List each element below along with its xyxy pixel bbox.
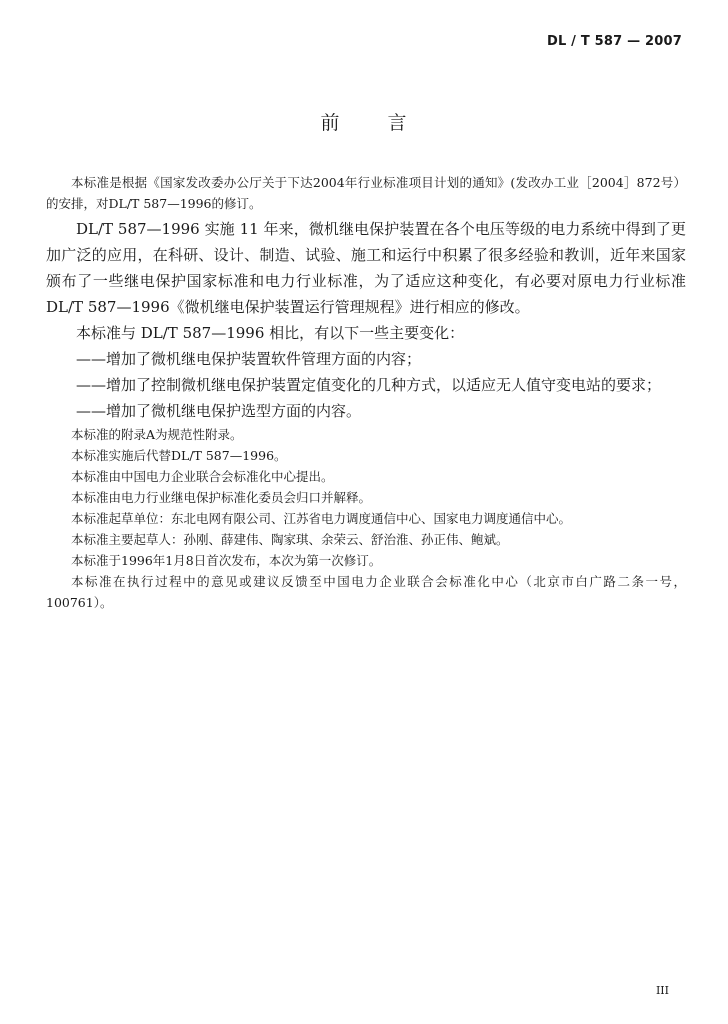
page-title: 前 言 [320, 112, 408, 134]
paragraph-changes-intro: 本标准与 DL/T 587—1996 相比，有以下一些主要变化： [76, 324, 465, 342]
page-number: III [655, 984, 669, 997]
paragraph-feedback: 本标准在执行过程中的意见或建议反馈至中国电力企业联合会标准化中心（北京市白广路二条一号，100761）。 [46, 574, 686, 610]
document-body [46, 172, 686, 613]
change-item-software: ——增加了微机继电保护装置软件管理方面的内容； [76, 350, 422, 368]
paragraph-drafters: 本标准主要起草人：孙刚、薛建伟、陶家琪、余荣云、舒治淮、孙正伟、鲍斌。 [71, 532, 509, 547]
change-item-selection: ——增加了微机继电保护选型方面的内容。 [76, 402, 362, 420]
paragraph-replaces: 本标准实施后代替DL/T 587—1996。 [71, 448, 287, 463]
paragraph-basis: 本标准是根据《国家发改委办公厅关于下达2004年行业标准项目计划的通知》(发改办工业［2004］872号）的安排，对DL/T 587—1996的修订。 [46, 175, 686, 211]
paragraph-custodian: 本标准由电力行业继电保护标准化委员会归口并解释。 [71, 490, 372, 505]
standard-code: DL / T 587 — 2007 [546, 34, 682, 49]
change-item-settings: ——增加了控制微机继电保护装置定值变化的几种方式，以适应无人值守变电站的要求； [76, 376, 662, 394]
paragraph-proposer: 本标准由中国电力企业联合会标准化中心提出。 [71, 469, 334, 484]
paragraph-drafting-units: 本标准起草单位：东北电网有限公司、江苏省电力调度通信中心、国家电力调度通信中心。 [71, 511, 572, 526]
paragraph-annex: 本标准的附录A为规范性附录。 [71, 427, 243, 442]
paragraph-background: DL/T 587—1996 实施 11 年来，微机继电保护装置在各个电压等级的电力系统中得到了更加广泛的应用，在科研、设计、制造、试验、施工和运行中积累了很多经验和教训，近年来国家颁布了一些继电保护国家标准和电力行业标准，为了适应这种变化，有必要对原电力行业标准 DL/T 587—1996《微机继电保护装置运行管理规程》进行相应的修改。 [46, 220, 686, 316]
paragraph-history: 本标准于1996年1月8日首次发布，本次为第一次修订。 [71, 553, 382, 568]
